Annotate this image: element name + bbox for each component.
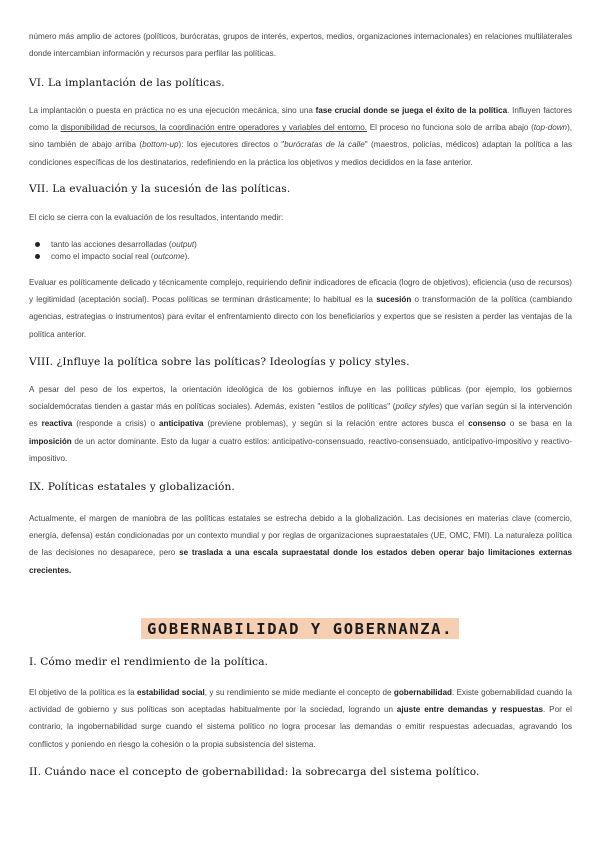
paragraph: El objetivo de la política es la estabilidad social, y su rendimiento se mide mediante el concepto de gobernabilidad. Existe gobernabilidad cuando la actividad de gobierno y sus políticas son aceptadas habitualmente por la sociedad, logrando un ajuste entre demandas y respuestas. Por el contrario, la ingobernabilidad surge cuando el sistema político no logra procesar las demandas o emitir respuestas adecuadas, agravando los conflictos y poniendo en riesgo la cohesión o la propia subsistencia del sistema. (29, 688, 572, 749)
section-ii (29, 766, 572, 778)
paragraph: El ciclo se cierra con la evaluación de los resultados, intentando medir: (29, 213, 284, 222)
chapter-title (0, 618, 600, 639)
section-heading: I. Cómo medir el rendimiento de la política. (29, 656, 269, 668)
section-ix (29, 481, 572, 493)
bullet-icon (35, 254, 40, 259)
section-heading: II. Cuándo nace el concepto de gobernabilidad: la sobrecarga del sistema político. (29, 766, 480, 778)
section-i-body (29, 684, 572, 753)
section-vi (29, 77, 572, 89)
section-heading: IX. Políticas estatales y globalización. (29, 481, 235, 493)
section-vii (29, 183, 572, 195)
bullet-icon (35, 242, 40, 247)
section-viii (29, 356, 572, 368)
list-item: como el impacto social real (outcome). (29, 251, 572, 263)
list-item: tanto las acciones desarrolladas (output) (29, 239, 572, 251)
section-vii-body (29, 274, 572, 343)
bullet-list (29, 239, 572, 263)
paragraph: número más amplio de actores (políticos, burócratas, grupos de interés, expertos, medios, organizaciones internacionales) en relaciones multilaterales donde intercambian información y recursos para perfilar las políticas. (29, 32, 572, 59)
paragraph: A pesar del peso de los expertos, la orientación ideológica de los gobiernos influye en las políticas públicas (por ejemplo, los gobiernos socialdemócratas tienden a gastar más en políticas sociales). Además, existen "estilos de políticas" (policy styles) que varían según si la intervención es reactiva (responde a crisis) o anticipativa (previene problemas), y según si la relación entre actores busca el consenso o se basa en la imposición de un actor dominante. Esto da lugar a cuatro estilos: anticipativo-consensuado, reactivo-consensuado, anticipativo-impositivo y reactivo-impositivo. (29, 385, 572, 463)
section-viii-body (29, 381, 572, 467)
chapter-title-text: GOBERNABILIDAD Y GOBERNANZA. (141, 618, 459, 639)
paragraph: Actualmente, el margen de maniobra de las políticas estatales se estrecha debido a la globalización. Las decisiones en materias clave (comercio, energía, defensa) están condicionadas por un contexto mundial y por reglas de organizaciones supraestatales (UE, OMC, FMI). La naturaleza política de las decisiones no desaparece, pero se traslada a una escala supraestatal donde los estados deben operar bajo limitaciones externas crecientes. (29, 514, 572, 575)
paragraph: La implantación o puesta en práctica no es una ejecución mecánica, sino una fase crucial donde se juega el éxito de la política. Influyen factores como la disponibilidad de recursos, la coordinación entre operadores y variables del entorno. El proceso no funciona solo de arriba abajo (top-down), sino también de abajo arriba (bottom-up): los ejecutores directos o "burócratas de la calle" (maestros, policías, médicos) adaptan la política a las condiciones específicas de los destinatarios, redefiniendo en la práctica los objetivos y medios decididos en la fase anterior. (29, 106, 573, 167)
section-vi-body (29, 102, 572, 171)
section-heading: VII. La evaluación y la sucesión de las políticas. (29, 183, 291, 195)
section-heading: VI. La implantación de las políticas. (29, 77, 225, 89)
intro-paragraph (29, 28, 572, 62)
section-vii-intro (29, 209, 572, 226)
section-heading: VIII. ¿Influye la política sobre las políticas? Ideologías y policy styles. (29, 356, 410, 368)
section-i (29, 656, 572, 668)
section-ix-body (29, 510, 572, 579)
paragraph: Evaluar es políticamente delicado y técnicamente complejo, requiriendo definir indicadores de eficacia (logro de objetivos), eficiencia (uso de recursos) y legitimidad (aceptación social). Pocas políticas se terminan drásticamente; lo habitual es la sucesión o transformación de la política (cambiando agencias, estrategias o instrumentos) para evitar el enfrentamiento directo con los beneficiarios y expertos que se resisten a perder las ventajas de la política anterior. (29, 278, 573, 339)
